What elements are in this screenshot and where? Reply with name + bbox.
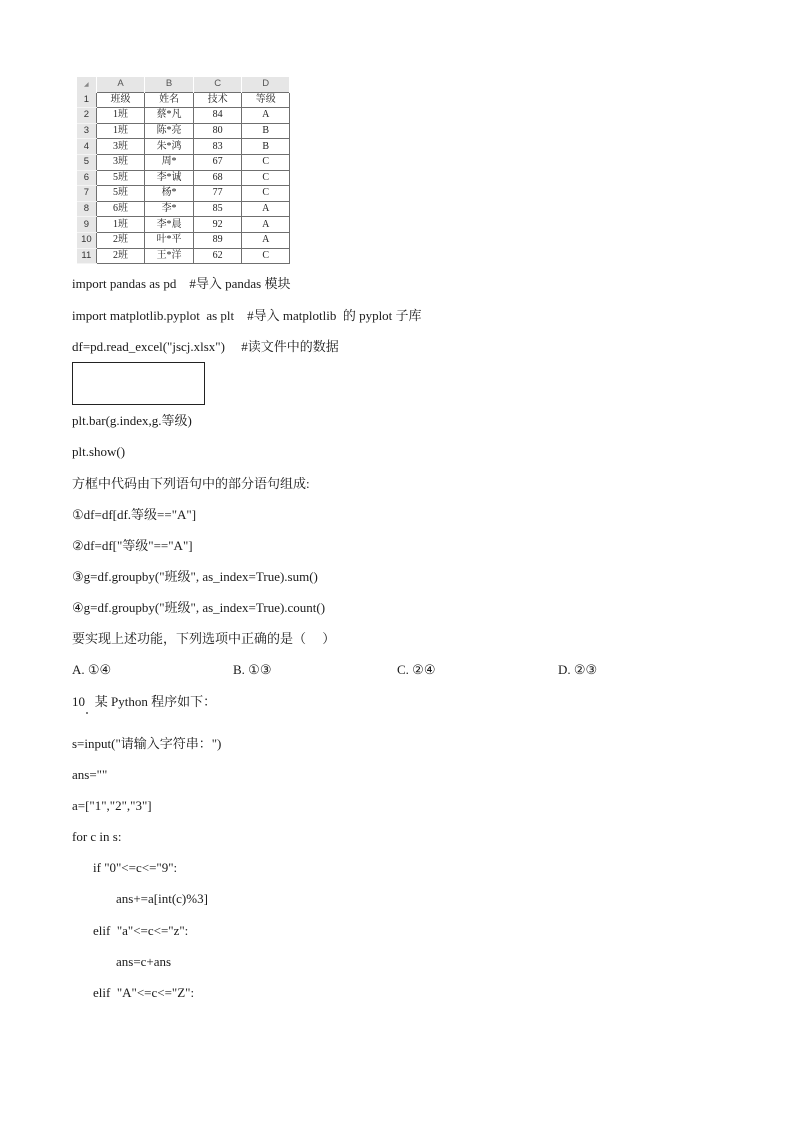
q10-code-line: a=["1","2","3"] [72,798,152,813]
grade-table [77,77,290,264]
statement-1: ①df=df[df.等级=="A"] [72,507,197,522]
statement-2: ②df=df["等级"=="A"] [72,538,193,553]
header-cell: 班级 [96,92,145,108]
column-letter-row [77,77,290,92]
table-cell: A [242,201,290,217]
row-number: 2 [77,108,96,124]
table-cell: 5班 [96,170,145,186]
table-cell: 83 [193,139,242,155]
table-cell: 陈*亮 [145,123,194,139]
stray-dot [86,712,88,714]
code-plt-bar: plt.bar(g.index,g.等级) [72,413,192,428]
row-number: 3 [77,123,96,139]
code-read-excel: df=pd.read_excel("jscj.xlsx") #读文件中的数据 [72,339,339,354]
option-b: B. ①③ [233,662,272,677]
q10-code-line: elif "a"<=c<="z": [93,923,189,938]
table-cell: 67 [193,154,242,170]
table-row [77,123,290,139]
table-cell: 周* [145,154,194,170]
table-cell: A [242,232,290,248]
table-row [77,139,290,155]
column-letter: B [145,77,194,92]
column-letter: C [193,77,242,92]
option-d: D. ②③ [558,662,598,677]
table-cell: 84 [193,108,242,124]
table-cell: 92 [193,217,242,233]
q10-code-line: if "0"<=c<="9": [93,860,178,875]
table-cell: 李* [145,201,194,217]
select-all-corner-icon: ◢ [77,77,96,92]
column-letter: A [96,77,145,92]
table-cell: 李*诚 [145,170,194,186]
q10-code-line: elif "A"<=c<="Z": [93,985,195,1000]
table-cell: 77 [193,186,242,202]
table-cell: 80 [193,123,242,139]
q10-code-line: ans="" [72,767,108,782]
code-import-pyplot: import matplotlib.pyplot as plt #导入 matplotlib 的 pyplot 子库 [72,308,422,323]
table-cell: 王*洋 [145,248,194,264]
table-cell: 1班 [96,123,145,139]
header-cell: 等级 [242,92,290,108]
table-cell: 3班 [96,139,145,155]
question-prompt: 要实现上述功能，下列选项中正确的是（ ） [72,631,336,646]
q10-code-line: s=input("请输入字符串：") [72,736,222,751]
q10-code-line: ans+=a[int(c)%3] [116,891,208,906]
table-cell: 6班 [96,201,145,217]
table-cell: 85 [193,201,242,217]
table-row [77,232,290,248]
code-import-pandas: import pandas as pd #导入 pandas 模块 [72,276,291,291]
table-row [77,248,290,264]
table-cell: 62 [193,248,242,264]
row-number: 11 [77,248,96,264]
q10-code-line: for c in s: [72,829,122,844]
table-cell: 2班 [96,248,145,264]
column-letter: D [242,77,290,92]
code-plt-show: plt.show() [72,444,126,459]
statement-3: ③g=df.groupby("班级", as_index=True).sum() [72,569,318,584]
row-number: 9 [77,217,96,233]
table-cell: 1班 [96,108,145,124]
table-cell: 68 [193,170,242,186]
table-cell: C [242,248,290,264]
row-number: 5 [77,154,96,170]
table-cell: 89 [193,232,242,248]
header-cell: 姓名 [145,92,194,108]
table-row [77,170,290,186]
row-number: 1 [77,92,96,108]
table-cell: 5班 [96,186,145,202]
table-row [77,186,290,202]
option-c: C. ②④ [397,662,436,677]
table-cell: B [242,139,290,155]
row-number: 4 [77,139,96,155]
table-cell: 朱*鸿 [145,139,194,155]
row-number: 8 [77,201,96,217]
table-header-row [77,92,290,108]
row-number: 7 [77,186,96,202]
question-intro: 方框中代码由下列语句中的部分语句组成: [72,476,310,491]
table-cell: 杨* [145,186,194,202]
table-row [77,108,290,124]
option-a: A. ①④ [72,662,112,677]
table-cell: A [242,217,290,233]
table-cell: B [242,123,290,139]
statement-4: ④g=df.groupby("班级", as_index=True).count() [72,600,326,615]
table-cell: 1班 [96,217,145,233]
table-row [77,154,290,170]
row-number: 6 [77,170,96,186]
header-cell: 技术 [193,92,242,108]
table-row [77,201,290,217]
table-cell: C [242,170,290,186]
spreadsheet-image [77,77,290,261]
table-cell: C [242,186,290,202]
q10-title: 10 某 Python 程序如下： [72,694,217,709]
table-cell: 3班 [96,154,145,170]
table-cell: C [242,154,290,170]
table-cell: 2班 [96,232,145,248]
table-cell: 蔡*凡 [145,108,194,124]
blank-code-box [72,362,205,405]
table-cell: 叶*平 [145,232,194,248]
table-row [77,217,290,233]
table-cell: 李*晨 [145,217,194,233]
row-number: 10 [77,232,96,248]
table-cell: A [242,108,290,124]
q10-code-line: ans=c+ans [116,954,172,969]
